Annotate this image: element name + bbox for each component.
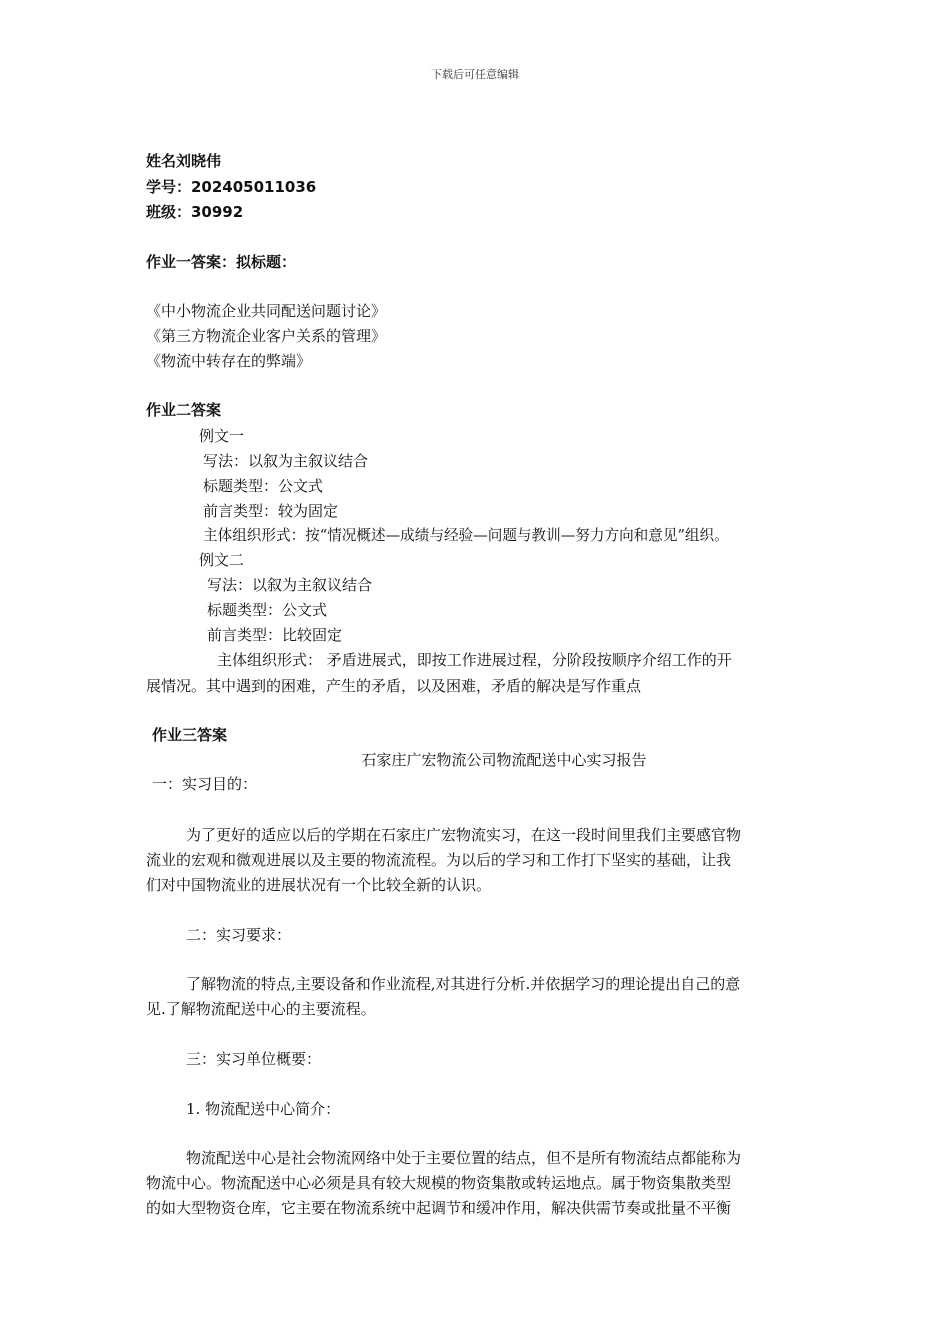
- report-title: 石家庄广宏物流公司物流配送中心实习报告: [361, 751, 647, 769]
- hw2-ex2-title-type: 标题类型：公文式: [207, 601, 328, 619]
- p3-line3: 的如大型物资仓库，它主要在物流系统中起调节和缓冲作用，解决供需节奏或批量不平衡: [146, 1199, 732, 1217]
- student-id: 学号：202405011036: [146, 178, 317, 196]
- hw2-ex1-title-type: 标题类型：公文式: [203, 477, 324, 495]
- hw2-example1-label: 例文一: [199, 427, 245, 445]
- p3-line2: 物流中心。物流配送中心必须是具有较大规模的物资集散或转运地点。属于物资集散类型: [146, 1174, 732, 1192]
- section-1-title: 一：实习目的：: [152, 775, 258, 793]
- hw1-heading: 作业一答案：拟标题：: [146, 253, 297, 271]
- hw1-title-2: 《第三方物流企业客户关系的管理》: [146, 327, 387, 345]
- p1-line2: 流业的宏观和微观进展以及主要的物流流程。为以后的学习和工作打下坚实的基础，让我: [146, 851, 732, 869]
- hw1-title-1: 《中小物流企业共同配送问题讨论》: [146, 302, 387, 320]
- hw2-ex1-writing: 写法：以叙为主叙议结合: [203, 452, 369, 470]
- hw2-ex2-preface-type: 前言类型：比较固定: [207, 626, 343, 644]
- p2-line1: 了解物流的特点,主要设备和作业流程,对其进行分析.并依据学习的理论提出自己的意: [186, 975, 741, 993]
- p1-line3: 们对中国物流业的进展状况有一个比较全新的认识。: [146, 876, 492, 894]
- hw2-ex2-body-line1: 主体组织形式： 矛盾进展式，即按工作进展过程，分阶段按顺序介绍工作的开: [217, 651, 732, 669]
- hw2-ex1-body-form: 主体组织形式：按“情况概述—成绩与经验—问题与教训—努力方向和意见”组织。: [203, 527, 729, 544]
- student-name: 姓名刘晓伟: [146, 152, 222, 170]
- student-class: 班级：30992: [146, 203, 244, 221]
- hw2-example2-label: 例文二: [199, 551, 245, 569]
- p1-line1: 为了更好的适应以后的学期在石家庄广宏物流实习，在这一段时间里我们主要感官物: [186, 826, 742, 844]
- page-header: 下载后可任意编辑: [431, 68, 519, 81]
- hw3-heading: 作业三答案: [152, 726, 228, 744]
- p3-line1: 物流配送中心是社会物流网络中处于主要位置的结点，但不是所有物流结点都能称为: [186, 1149, 742, 1167]
- section-2-title: 二：实习要求：: [186, 926, 292, 944]
- hw2-heading: 作业二答案: [146, 401, 222, 419]
- section-3-1-title: 1. 物流配送中心简介：: [186, 1100, 341, 1118]
- hw1-title-3: 《物流中转存在的弊端》: [146, 352, 312, 370]
- section-3-title: 三：实习单位概要：: [186, 1050, 322, 1068]
- hw2-ex2-writing: 写法：以叙为主叙议结合: [207, 576, 373, 594]
- hw2-ex2-body-line2: 展情况。其中遇到的困难，产生的矛盾，以及困难，矛盾的解决是写作重点: [146, 677, 642, 695]
- p2-line2: 见.了解物流配送中心的主要流程。: [146, 1000, 376, 1018]
- hw2-ex1-preface-type: 前言类型：较为固定: [203, 502, 339, 520]
